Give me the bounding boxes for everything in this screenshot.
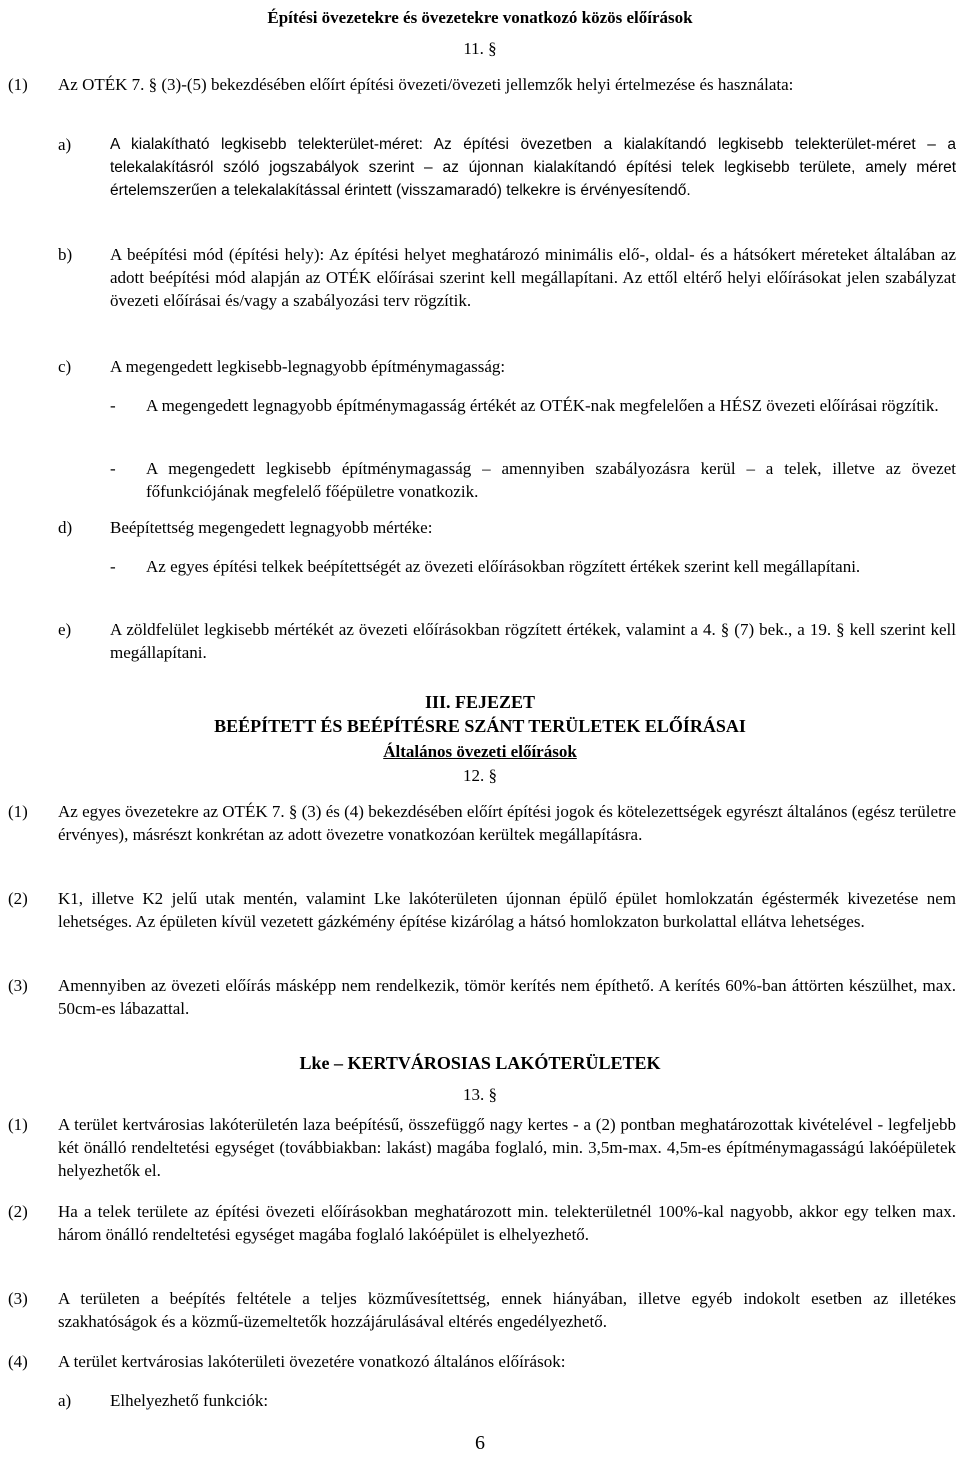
list-text: Beépítettség megengedett legnagyobb mértéke:: [110, 518, 433, 537]
section-number: 12. §: [463, 766, 497, 785]
dash-text: A megengedett legkisebb építménymagasság – amennyiben szabályozásra kerül – a telek, illetve az övezet főfunkciójának megfelelő főépületre vonatkozik.: [146, 459, 956, 501]
list-text: A zöldfelület legkisebb mértékét az övezeti előírásokban rögzített értékek, valamint a 4. § (7) bek., a 19. § kell szerint kell megállapítani.: [110, 620, 956, 662]
section-header: Építési övezetekre és övezetekre vonatkozó közös előírások: [267, 8, 693, 27]
section-number: 13. §: [463, 1085, 497, 1104]
dash-marker: -: [110, 396, 116, 415]
paragraph-text: Az egyes övezetekre az OTÉK 7. § (3) és (4) bekezdésében előírt építési jogok és kötelezettségek egyrészt általános (egész területre érvényes), másrészt konkrétan az adott övezetre vonatkozóan kerültek megállapításra.: [58, 802, 956, 844]
list-text: A kialakítható legkisebb telekterület-méret: Az építési övezetben a kialakítandó legkisebb telekterület-méret – a telekalakításról szóló jogszabályok szerint – az újonnan kialakítandó építési telek legkisebb területe, amely méret értelemszerűen a telekalakítással érintett (visszamaradó) telkekre is érvényesítendő.: [110, 136, 956, 199]
paragraph-number: (1): [8, 75, 28, 94]
list-label: c): [58, 357, 72, 376]
paragraph-text: K1, illetve K2 jelű utak mentén, valamint Lke lakóterületen újonnan épülő épület homlokzatán égéstermék kivezetése nem lehetséges. Az épületen kívül vezetett gázkémény építése kizárólag a hátsó homlokzaton burkolattal ellátva lehetséges.: [58, 889, 956, 931]
paragraph-text: A terület kertvárosias lakóterületi övezetére vonatkozó általános előírások:: [58, 1352, 566, 1371]
dash-text: Az egyes építési telkek beépítettségét az övezeti előírásokban rögzített értékek szerint kell megállapítani.: [146, 557, 861, 576]
section-title: Általános övezeti előírások: [383, 742, 577, 761]
paragraph-text: Az OTÉK 7. § (3)-(5) bekezdésében előírt építési övezeti/övezeti jellemzők helyi értelmezése és használata:: [58, 75, 794, 94]
list-label: a): [58, 135, 72, 154]
paragraph-number: (1): [8, 1115, 28, 1134]
dash-text: A megengedett legnagyobb építménymagasság értékét az OTÉK-nak megfelelően a HÉSZ övezeti előírásai rögzítik.: [146, 396, 939, 415]
dash-marker: -: [110, 557, 116, 576]
paragraph-text: A terület kertvárosias lakóterületén laza beépítésű, összefüggő nagy kertes - a (2) pontban meghatározottak kivételével - legfeljebb két önálló rendeltetési egységet (továbbiakban: lakást) magába foglaló, min. 3,5m-max. 4,5m-es építménymagasságú lakóépületek helyezhetők el.: [58, 1115, 956, 1180]
chapter-subtitle: BEÉPÍTETT ÉS BEÉPÍTÉSRE SZÁNT TERÜLETEK ELŐÍRÁSAI: [214, 716, 746, 736]
dash-marker: -: [110, 459, 116, 478]
list-text: A beépítési mód (építési hely): Az építési helyet meghatározó minimális elő-, oldal- és a hátsókert méreteket általában az adott beépítési mód alapján az OTÉK előírásai szerint kell megállapítani. Az ettől eltérő helyi előírásokat jelen szabályzat övezeti előírásai és/vagy a szabályozási terv rögzítik.: [110, 245, 956, 310]
paragraph-number: (2): [8, 1202, 28, 1221]
paragraph-number: (4): [8, 1352, 28, 1371]
list-label: b): [58, 245, 73, 264]
list-label: a): [58, 1391, 72, 1410]
list-text: Elhelyezhető funkciók:: [110, 1391, 269, 1410]
chapter-title: III. FEJEZET: [424, 692, 536, 712]
paragraph-text: Amennyiben az övezeti előírás másképp nem rendelkezik, tömör kerítés nem építhető. A kerítés 60%-ban áttörten készülhet, max. 50cm-es lábazattal.: [58, 976, 956, 1018]
paragraph-number: (1): [8, 802, 28, 821]
list-label: e): [58, 620, 72, 639]
paragraph-text: Ha a telek területe az építési övezeti előírásokban meghatározott min. telekterületnél 100%-kal nagyobb, akkor egy telken max. három önálló rendeltetési egységet magába foglaló lakóépület is elhelyezhető.: [58, 1202, 956, 1244]
zone-title: Lke – KERTVÁROSIAS LAKÓTERÜLETEK: [299, 1053, 661, 1073]
page-number: 6: [475, 1432, 485, 1454]
section-title-wrap: [0, 740, 960, 763]
list-label: d): [58, 518, 73, 537]
paragraph-text: A területen a beépítés feltétele a teljes közművesítettség, ennek hiányában, illetve egyéb indokolt esetben az illetékes szakhatóságok és a közmű-üzemeltetők hozzájárulásával eltérés engedélyezhető.: [58, 1289, 956, 1331]
paragraph-number: (2): [8, 889, 28, 908]
list-text: A megengedett legkisebb-legnagyobb építménymagasság:: [110, 357, 506, 376]
paragraph-number: (3): [8, 976, 28, 995]
section-number: 11. §: [463, 39, 497, 58]
paragraph-number: (3): [8, 1289, 28, 1308]
